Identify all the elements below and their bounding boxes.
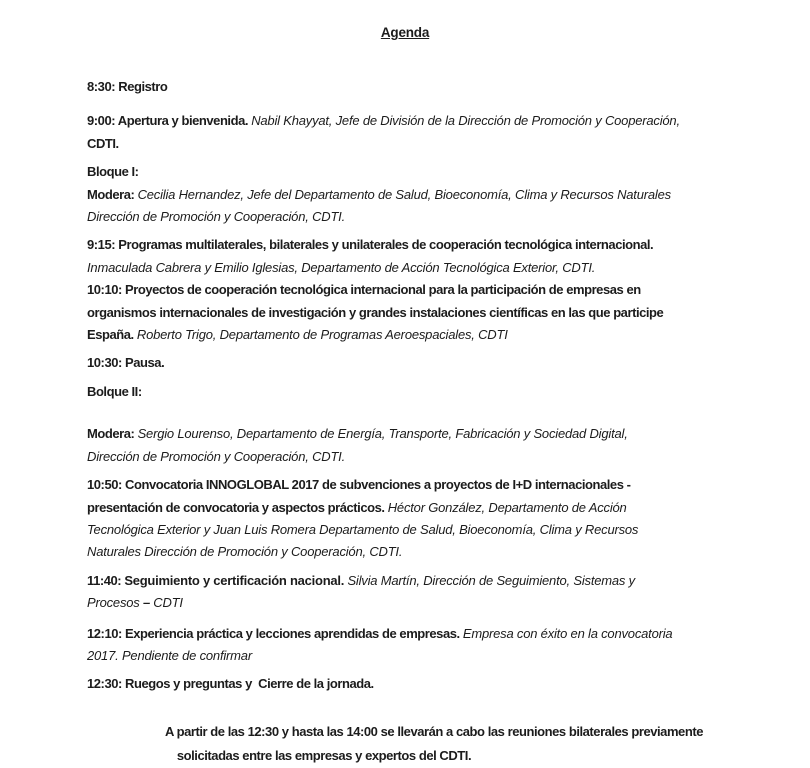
agenda-section-bloque-2: Bolque II: (87, 383, 142, 399)
agenda-item-1140: 11:40: Seguimiento y certificación nacional. Silvia Martín, Dirección de Seguimiento, Sistemas y Procesos – CDTI (87, 572, 635, 611)
agenda-item-1030: 10:30: Pausa. (87, 355, 165, 371)
agenda-item-1230: 12:30: Ruegos y preguntas y Cierre de la jornada. (87, 676, 374, 692)
agenda-item-1050: 10:50: Convocatoria INNOGLOBAL 2017 de subvenciones a proyectos de I+D internacionales - presentación de convocatoria y aspectos prácticos. Héctor González, Departamento de Acción Tecnológica Exterior y Juan Luis Romera Departamento de Salud, Bioeconomía, Clima y Recursos Naturales Dirección de Promoción y Cooperación, CDTI. (87, 477, 639, 560)
agenda-item-0915-1010: 9:15: Programas multilaterales, bilaterales y unilaterales de cooperación tecnológica internacional. Inmaculada Cabrera y Emilio Iglesias, Departamento de Acción Tecnológica Exterior, CDTI. 10:10: Proyectos de cooperación tecnológica internacional para la participación de empresas en organismos internacionales de investigación y grandes instalaciones científicas en las que participe España. Roberto Trigo, Departamento de Programas Aeroespaciales, CDTI (87, 237, 664, 343)
closing-note-line1: A partir de las 12:30 y hasta las 14:00 se llevarán a cabo las reuniones bilaterales previamente (164, 723, 703, 739)
agenda-item-0900: 9:00: Apertura y bienvenida. Nabil Khayyat, Jefe de División de la Dirección de Promoción y Cooperación, CDTI. (87, 113, 680, 151)
agenda-body (0, 76, 810, 696)
agenda-item-1210: 12:10: Experiencia práctica y lecciones aprendidas de empresas. Empresa con éxito en la convocatoria 2017. Pendiente de confirmar (87, 625, 673, 663)
agenda-item-0830: 8:30: Registro (87, 79, 168, 94)
page-title: Agenda (380, 25, 430, 40)
closing-note (0, 720, 810, 768)
closing-note-line2: solicitadas entre las empresas y expertos del CDTI. (176, 747, 472, 763)
agenda-section-bloque-1: Bloque I: Modera: Cecilia Hernandez, Jefe del Departamento de Salud, Bioeconomía, Clima y Recursos Naturales Dirección de Promoción y Cooperación, CDTI. (87, 164, 671, 225)
agenda-moderator-bloque-2: Modera: Sergio Lourenso, Departamento de Energía, Transporte, Fabricación y Sociedad Digital, Dirección de Promoción y Cooperación, CDTI. (87, 426, 628, 464)
